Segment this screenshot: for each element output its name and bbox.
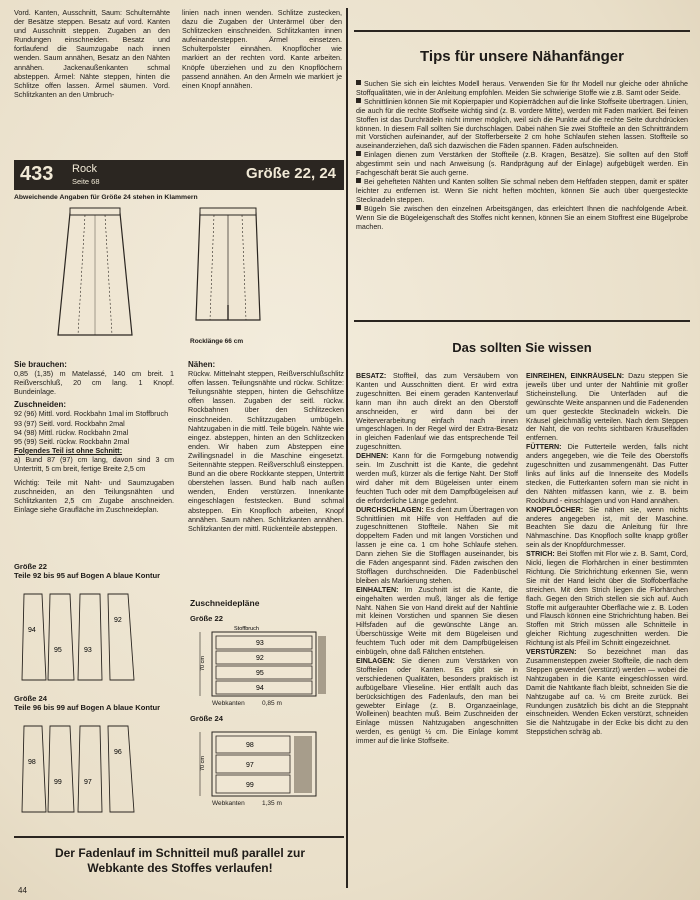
plan-size22-label: Größe 22: [190, 614, 223, 623]
cutting-line: 93 (97) Seitl. vord. Rockbahn 2mal: [14, 418, 125, 428]
tip-item: Bei gehefteten Nähten und Kanten sollten Sie schmal neben dem Heftfaden steppen, damit er später leichter zu entfernen ist. Wenn Sie nicht heften möchten, können Sie auch über quergesteckte Stecknadeln steppen.: [356, 177, 688, 204]
plan-size24-width: 1,35 m: [262, 800, 282, 807]
glossary-entry: DURCHSCHLAGEN: Es dient zum Übertragen von Schnittlinien mit Hilfe von Heftfaden auf die zugeschnittenen Stoffteile. Nähen Sie mit doppeltem Faden und mit langen Vorstichen und lassen je eine ca. 1 cm hohe Schlaufe stehen. Dann ziehen Sie die Stofflagen auseinander, bis die Fäden angespannt sind. Fäden zwischen den Stofflagen durchschneiden. Die Fadenbüschel bleiben als Markierung stehen.: [356, 505, 518, 585]
pattern-size: Größe 22, 24: [245, 165, 336, 182]
important-note: Wichtig: Teile mit Naht- und Saumzugaben zuschneiden, an den Teilungsnähten und Schlitzkanten 2,5 cm Zugabe anschneiden. Einlage siehe Graufläche im Zuschneideplan.: [14, 478, 174, 515]
glossary-entry: KNOPFLÖCHER: Sie nähen sie, wenn nichts anderes angegeben ist, mit der Maschine. Beachten Sie dazu die Anleitung für Ihre Nähmaschine. Das Knopfloch sollte knapp größer sein als der Knopfdurchmesser.: [526, 505, 688, 550]
sewing-heading: Nähen:: [188, 360, 216, 369]
glossary-entry: EINLAGEN: Sie dienen zum Verstärken von Stoffteilen oder Kanten. Es gibt sie in verschiedenen Qualitäten, besonders praktisch ist aufbügelbare Vlieseline. Hier entfällt auch das berücksichtigen des Fadenlaufs, den man bei gewebter Einlage (z. B. Organzaeinlage, Wolleinen) beachten muß. Beim Zuschneiden der Einlage müssen Nahtzugaben angeschnitten werden, es genügt ½ cm. Die Einlage kommt immer auf die linke Stoffseite.: [356, 657, 518, 746]
bullet-square-icon: [356, 178, 361, 183]
top-left-col2: linien nach innen wenden. Schlitze zustecken, dazu die Zugaben der Unterärmel über den Schlitzecken einschneiden. Schlitzkanten innen aufeinandersteppen. Ärmel einsetzen. Schulterpolster einnähen. Knopflöcher wie markiert an der rechten vord. Kante arbeiten. Knöpfe überziehen und zu den Knopflöchern passend annähen. An den Ärmeln wie markiert je einen Knopf annähen.: [182, 8, 342, 90]
glossary-entry: BESATZ: Stoffteil, das zum Versäubern von Kanten und Ausschnitten dient. Er wird extra zugeschnitten. Bei einem geraden Kantenverlauf kann man ihn auch direkt an den Oberstoff anschneiden, er wird dann bei der Weiterverarbeitung einfach nach innen umgeschlagen. In der Regel wird der Extra-Besatz in gleichen Fadenlauf wie das entsprechende Teil zugeschnitten.: [356, 372, 518, 452]
know-title: Das sollten Sie wissen: [452, 340, 592, 355]
materials-heading: Sie brauchen:: [14, 360, 67, 369]
materials-text: 0,85 (1,35) m Matelassé, 140 cm breit. 1 Reißverschluß, 20 cm lang. 1 Knopf. Bundeinlage.: [14, 369, 174, 397]
plan-piece-label: 98: [246, 742, 254, 749]
glossary-entry: DEHNEN: Kann für die Formgebung notwendig sein. Im Zuschnitt ist die Kante, die gedehnt werden muß, kürzer als die fertige Naht. Der Stoff wird daher mit dem Bügeleisen unter einem feuchten Tuch oder mit dem Dampfbügeleisen auf die erforderliche Länge gedehnt.: [356, 452, 518, 505]
svg-text:99: 99: [54, 779, 62, 786]
tips-title: Tips für unsere Nähanfänger: [420, 48, 624, 65]
plan-height-label: 70 cm: [200, 656, 206, 671]
pattern-number: 433: [20, 163, 54, 185]
plans-heading: Zuschneidepläne: [190, 598, 260, 608]
svg-text:94: 94: [28, 627, 36, 634]
svg-text:98: 98: [28, 759, 36, 766]
cutting-line: a) Bund 87 (97) cm lang, davon sind 3 cm Untertritt, 5 cm breit, fertige Breite 2,5 cm: [14, 454, 174, 474]
bullet-square-icon: [356, 205, 361, 210]
skirt-back-drawing: [188, 205, 268, 335]
tips-list: [356, 80, 688, 310]
deviation-note: Abweichende Angaben für Größe 24 stehen in Klammern: [14, 194, 198, 201]
cutting-line: 94 (98) Mittl. rückw. Rockbahn 2mal: [14, 427, 129, 437]
glossary-entry: VERSTÜRZEN: So bezeichnet man das Zusammensteppen zweier Stoffteile, die nach dem Steppen gewendet (verstürzt) werden — wobei die Nahtzugaben in die Kante eingeschlossen wird. Damit die Nahtkante flach bleibt, schneiden Sie die Nahtzugabe auf ca. ½ cm Breite zurück. Bei Rundungen zusätzlich bis dicht an die Steppnaht einschneiden. Wenden Ecken verstürzt, schneiden Sie die Nahtzugabe in der Ecke bis dicht zu den Steppstichen schräg ab.: [526, 648, 688, 737]
tip-item: Schnittlinien können Sie mit Kopierpapier und Kopierrädchen auf die linke Stoffseite übertragen. Linien, die auch für die rechte Stoffseite wichtig sind (z. B. vordere Mitte), werden mit Faden markiert. Bei feinen Stoffen ist das Durchrädeln nicht immer möglich, weil sich die Punkte auf die rechte Seite durchdrücken können. In diesem Fall sollten Sie durchschlagen. Dabei nähen Sie zwei Stoffteile an den Schnitträndern mit Vorstichen aufeinander, auf der Stofferberseite 2 cm hohe Schlaufen stehen lassen. Stoffteile so auseinanderziehen, daß sich dazwischen die Fäden spannen. Fäden aufschneiden.: [356, 97, 688, 151]
plan-height-label: 70 cm: [200, 756, 206, 771]
bullet-square-icon: [356, 80, 361, 85]
plan-size24-selvage: Webkanten: [212, 800, 245, 807]
bullet-square-icon: [356, 151, 361, 156]
tip-item: Einlagen dienen zum Verstärken der Stoffteile (z.B. Kragen, Besätze). Sie sollten auf den Stoff abgestimmt sein und nach Anweisung (s. Randprägung auf der Einlage) aufgebügelt werden. Ein Fachgeschäft berät Sie auch gerne.: [356, 151, 688, 178]
plan-size24-label: Größe 24: [190, 714, 223, 723]
cutting-plan-size22: [186, 626, 336, 706]
page-number: 44: [18, 886, 27, 895]
pattern-page-ref: Seite 68: [72, 177, 100, 186]
skirt-length-label: Rocklänge 66 cm: [190, 338, 244, 345]
glossary-right: [526, 372, 688, 888]
know-rule-top: [354, 320, 690, 322]
cutting-heading: Zuschneiden:: [14, 400, 67, 410]
plan-piece-label: 92: [256, 655, 264, 662]
glossary-entry: STRICH: Bei Stoffen mit Flor wie z. B. Samt, Cord, Nicki, liegen die Florhärchen in einer bestimmten Richtung. Die Strichrichtung erkennen Sie, wenn Sie mit der Hand leicht über die Stoffoberfläche streichen. Mit dem Strich liegen die Florhärchen flach. Gegen den Strich stellen sie sich auf. Auch Stoffe mit aufgerauhter Oberfläche wie z. B. Loden und Flausch können eine Strichrichtung haben. Bei Stoffen mit Strich müssen alle Schnitteile in gleicher Richtung zugeschnitten werden. Die Richtung ist als Pfeil im Schnitt eingezeichnet.: [526, 550, 688, 648]
tips-rule-top: [354, 30, 690, 32]
plan-fold-label: Stoffbruch: [234, 626, 259, 632]
plan-size22-selvage: Webkanten: [212, 700, 245, 707]
svg-text:95: 95: [54, 647, 62, 654]
size24-parts-label: Größe 24 Teile 96 bis 99 auf Bogen A blaue Kontur: [14, 694, 161, 713]
sewing-text: Rückw. Mittelnaht steppen, Reißverschlußschlitz offen lassen. Teilungsnähte und rückw. Schlitze: Teilungsnähte steppen, hinten die Gehschlitze offen lassen. Zugaben der seitl. rückw. Rockbahnen über den Schlitzecken einschneiden. Schlitzzugaben umbügeln. Nahtzugaben in die mittl. Teile bügeln. Nähte wie eingez. absteppen, hinten an den Schlitzecken enden. Wir haben zum Absteppen eine Zwillingsnadel in die Maschine eingesetzt. Seitennähte steppen. Reißverschluß einsteppen. Bund an die obere Rockkante steppen, Untertritt überstehen lassen. Bund halb nach außen wenden, Enden verstürzen. Innenkante eingeschlagen feststecken. Bund schmal absteppen. Ein Knopfloch arbeiten, Knopf annähen. Saum nähen. Schlitzkanten annähen. Schlitzkanten der mittl. Rückenteile absteppen.: [188, 369, 344, 533]
grain-banner: Der Fadenlauf im Schnitteil muß parallel zur Webkante des Stoffes verlaufen!: [54, 846, 306, 875]
pattern-name: Rock: [72, 163, 98, 175]
plan-piece-label: 93: [256, 640, 264, 647]
pattern-pieces-size24: [20, 722, 140, 817]
banner-rule-top: [14, 836, 344, 838]
bullet-square-icon: [356, 98, 361, 103]
tip-item: Suchen Sie sich ein leichtes Modell heraus. Verwenden Sie für Ihr Modell nur gleiche oder ähnliche Stoffqualitäten, wie in der Anleitung empfohlen. Meiden Sie schwierige Stoffe wie z.B. Samt oder Seide.: [356, 80, 688, 97]
skirt-front-drawing: [40, 205, 150, 345]
cutting-line: 92 (96) Mittl. vord. Rockbahn 1mal im Stoffbruch: [14, 409, 169, 419]
cutting-line: 95 (99) Seitl. rückw. Rockbahn 2mal: [14, 436, 130, 446]
pattern-header-bar: [14, 160, 344, 190]
glossary-entry: EINHALTEN: Im Zuschnitt ist die Kante, die eingehalten werden muß, länger als die fertige Naht. Nähen Sie von Hand direkt auf der Nahtlinie mit kleinen Vorstichen und spannen Sie diesen Hilfsfaden auf die gewünschte Länge an. Überschüssige Weite mit dem Bügeleisen und feuchtem Tuch oder mit dem Dampfbügeleisen einbügeln, ohne daß Fältchen entstehen.: [356, 585, 518, 657]
glossary-left: [356, 372, 518, 888]
column-divider: [346, 8, 348, 888]
plan-piece-label: 95: [256, 670, 264, 677]
cutting-line: Folgendes Teil ist ohne Schnitt:: [14, 445, 123, 455]
plan-size22-width: 0,85 m: [262, 700, 282, 707]
svg-text:97: 97: [84, 779, 92, 786]
tip-item: Bügeln Sie zwischen den einzelnen Arbeitsgängen, das erleichtert Ihnen die nachfolgende Arbeit. Wenn Sie die Bügeleigenschaft des Stoffes nicht kennen, können Sie an einem Stoffrest eine Bügelprobe machen.: [356, 204, 688, 231]
size22-parts-label: Größe 22 Teile 92 bis 95 auf Bogen A blaue Kontur: [14, 562, 161, 581]
pattern-pieces-size22: [20, 590, 140, 685]
materials-cutting-block: [14, 360, 174, 560]
plan-piece-label: 99: [246, 782, 254, 789]
glossary-entry: EINREIHEN, EINKRÄUSELN: Dazu steppen Sie jeweils über und unter der Nahtlinie mit großer Sticheinstellung. Die Unterfäden auf die gewünschte Weite anspannen und die Fadenenden um quer gesteckte Stecknadeln wickeln. Die Kräusel gleichmäßig verteilen. Nach dem Steppen der Naht, die von rechts sichtbaren Kräuselfäden entfernen.: [526, 372, 688, 443]
svg-text:93: 93: [84, 647, 92, 654]
svg-text:96: 96: [114, 749, 122, 756]
svg-text:92: 92: [114, 617, 122, 624]
glossary-entry: FÜTTERN: Die Futterteile werden, falls nicht anders angegeben, wie die Teile des Oberstoffs zugeschnitten und zusammengenäht. Das Futter links auf links auf die Innenseite des Modells stecken, die Futterkanten sofern man sie nicht in den Nähten mitfassen kann, wie z. B. beim Rockbund - einschlagen und von Hand annähen.: [526, 443, 688, 505]
top-left-col1: Vord. Kanten, Ausschnitt, Saum: Schulternähte der Besätze steppen. Besatz auf vord. Kanten und Ausschnitt steppen. Zugaben an den Rundungen einschneiden. Besatz und fortlaufend die Saumzugabe nach innen wenden. Saum annähen, Besatz an den Nähten annähen. Jackenaußenkanten schmal absteppen. Ärmel: Nähte steppen, hinten die Schlitze offen lassen. Ärmel säumen. Vord. Schlitzkanten an den Umbruch-: [14, 8, 170, 99]
plan-piece-label: 94: [256, 685, 264, 692]
plan-piece-label: 97: [246, 762, 254, 769]
sewing-block: [188, 360, 344, 590]
cutting-plan-size24: [186, 726, 336, 806]
